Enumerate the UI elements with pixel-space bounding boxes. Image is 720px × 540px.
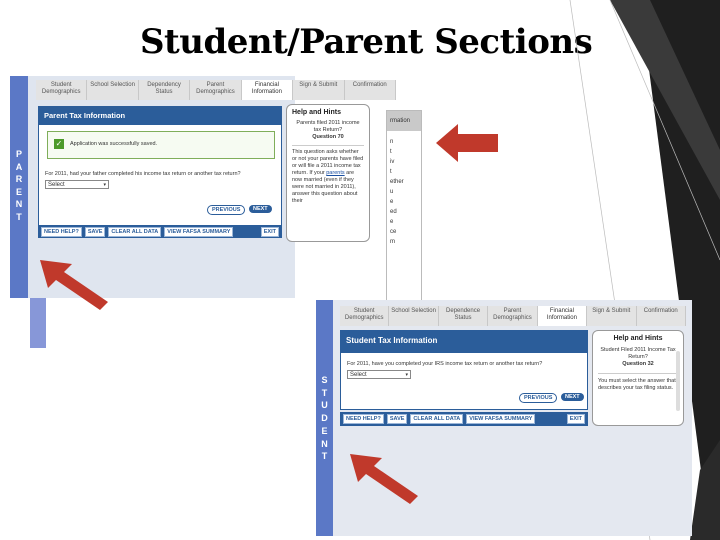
- next-label: NEXT: [565, 394, 580, 400]
- select-value: Select: [48, 182, 65, 188]
- help-subtitle: Student Filed 2011 Income Tax Return?: [600, 347, 676, 360]
- panel-title: Parent Tax Information: [44, 111, 126, 120]
- help-title: Help and Hints: [292, 109, 342, 116]
- check-icon: ✓: [55, 139, 63, 148]
- side-letter: E: [321, 425, 328, 436]
- select-value: Select: [350, 372, 367, 378]
- side-letter: U: [321, 400, 328, 411]
- answer-select[interactable]: [45, 180, 109, 189]
- view-fafsa-summary-button[interactable]: VIEW FAFSA SUMMARY: [466, 414, 535, 424]
- side-letter: N: [321, 438, 328, 449]
- student-help-panel: [592, 330, 684, 426]
- side-panel-header: rmation: [387, 111, 421, 131]
- parent-help-panel: [286, 104, 370, 242]
- tab-confirmation[interactable]: Confirmation: [345, 80, 396, 100]
- tab-student-demographics[interactable]: Student Demographics: [36, 80, 87, 100]
- previous-label: PREVIOUS: [212, 207, 241, 213]
- side-panel-fragment: n: [390, 139, 394, 145]
- side-letter: S: [321, 375, 328, 385]
- side-panel-fragment: iv: [390, 159, 395, 165]
- tab-school-selection[interactable]: School Selection: [389, 306, 438, 326]
- help-title: Help and Hints: [613, 335, 663, 342]
- help-body: This question asks whether or not your parents have filed or will file a 2011 income tax return. If your: [292, 149, 364, 176]
- previous-button[interactable]: [207, 205, 245, 215]
- side-panel-fragment: t: [390, 169, 392, 175]
- parent-bottom-bar: [38, 226, 282, 238]
- previous-button[interactable]: [519, 393, 557, 403]
- need-help-button[interactable]: NEED HELP?: [343, 414, 384, 424]
- side-letter: R: [15, 174, 23, 184]
- chevron-down-icon: ▾: [103, 182, 106, 188]
- arrow-to-student-bar-icon: [348, 452, 420, 504]
- side-letter: D: [321, 413, 328, 424]
- student-panel-header: [340, 330, 588, 352]
- help-body: You must select the answer that describes your tax filing status.: [598, 373, 678, 392]
- side-letter: P: [15, 149, 22, 159]
- side-panel-fragment: e: [390, 219, 394, 225]
- question-text: For 2011, had your father completed his income tax return or another tax return?: [45, 171, 241, 177]
- side-letter: E: [15, 186, 22, 197]
- help-link-parents[interactable]: parents: [326, 170, 345, 176]
- clear-all-data-button[interactable]: CLEAR ALL DATA: [410, 414, 463, 424]
- side-letter: N: [15, 199, 23, 209]
- side-panel-fragment: ce: [390, 229, 397, 235]
- tab-parent-demographics[interactable]: Parent Demographics: [488, 306, 537, 326]
- next-button[interactable]: [249, 205, 272, 213]
- side-panel-fragment: m: [390, 239, 395, 245]
- side-letter: T: [321, 451, 328, 462]
- tab-school-selection[interactable]: School Selection: [87, 80, 138, 100]
- previous-label: PREVIOUS: [524, 395, 553, 401]
- help-scrollbar[interactable]: [676, 351, 680, 411]
- arrow-to-parent-help-icon: [436, 124, 500, 162]
- tab-student-demographics[interactable]: Student Demographics: [340, 306, 389, 326]
- student-bottom-bar: [340, 412, 588, 426]
- parent-panel-header: [38, 106, 282, 124]
- chevron-down-icon: ▾: [405, 372, 408, 378]
- next-label: NEXT: [253, 206, 268, 212]
- tab-sign-submit[interactable]: Sign & Submit: [587, 306, 636, 326]
- question-text: For 2011, have you completed your IRS income tax return or another tax return?: [347, 361, 543, 367]
- arrow-to-parent-bar-icon: [38, 258, 110, 310]
- save-button[interactable]: SAVE: [85, 227, 106, 237]
- parent-side-bar: [10, 76, 28, 298]
- tab-dependence-status[interactable]: Dependence Status: [439, 306, 488, 326]
- exit-button[interactable]: EXIT: [567, 414, 585, 424]
- tab-parent-demographics[interactable]: Parent Demographics: [190, 80, 241, 100]
- side-letter: A: [15, 161, 23, 172]
- need-help-button[interactable]: NEED HELP?: [41, 227, 82, 237]
- tab-financial-information[interactable]: Financial Information: [242, 80, 293, 100]
- side-panel-fragment: ed: [390, 209, 397, 215]
- help-body-continued: are now married (even if they were not married in 2011), answer this question about their: [292, 170, 358, 204]
- side-panel-fragment: e: [390, 199, 394, 205]
- side-letter: T: [321, 387, 328, 398]
- side-panel-fragment: t: [390, 149, 392, 155]
- success-text: Application was successfully saved.: [70, 141, 158, 147]
- slide-title: Student/Parent Sections: [140, 22, 593, 62]
- exit-button[interactable]: EXIT: [261, 227, 279, 237]
- help-subtitle: Parents filed 2011 income tax Return?: [296, 120, 360, 133]
- side-panel-fragment: u: [390, 189, 394, 195]
- side-letter: T: [16, 211, 22, 222]
- next-button[interactable]: [561, 393, 584, 401]
- view-fafsa-summary-button[interactable]: VIEW FAFSA SUMMARY: [164, 227, 233, 237]
- panel-title: Student Tax Information: [346, 336, 438, 345]
- clear-all-data-button[interactable]: CLEAR ALL DATA: [108, 227, 161, 237]
- save-button[interactable]: SAVE: [387, 414, 408, 424]
- help-question-number: Question 70: [312, 134, 344, 140]
- tab-sign-submit[interactable]: Sign & Submit: [293, 80, 344, 100]
- side-panel-fragment: ether: [390, 179, 404, 185]
- help-question-number: Question 32: [622, 361, 654, 367]
- answer-select[interactable]: [347, 370, 411, 379]
- success-message-box: [47, 131, 275, 159]
- student-panel-body: [340, 352, 588, 410]
- tab-financial-information[interactable]: Financial Information: [538, 306, 587, 326]
- student-side-bar: [316, 300, 333, 536]
- parent-panel-body: [38, 124, 282, 226]
- tab-dependency-status[interactable]: Dependency Status: [139, 80, 190, 100]
- student-tab-bar: [340, 306, 686, 326]
- parent-tab-bar: [36, 80, 396, 100]
- tab-confirmation[interactable]: Confirmation: [637, 306, 686, 326]
